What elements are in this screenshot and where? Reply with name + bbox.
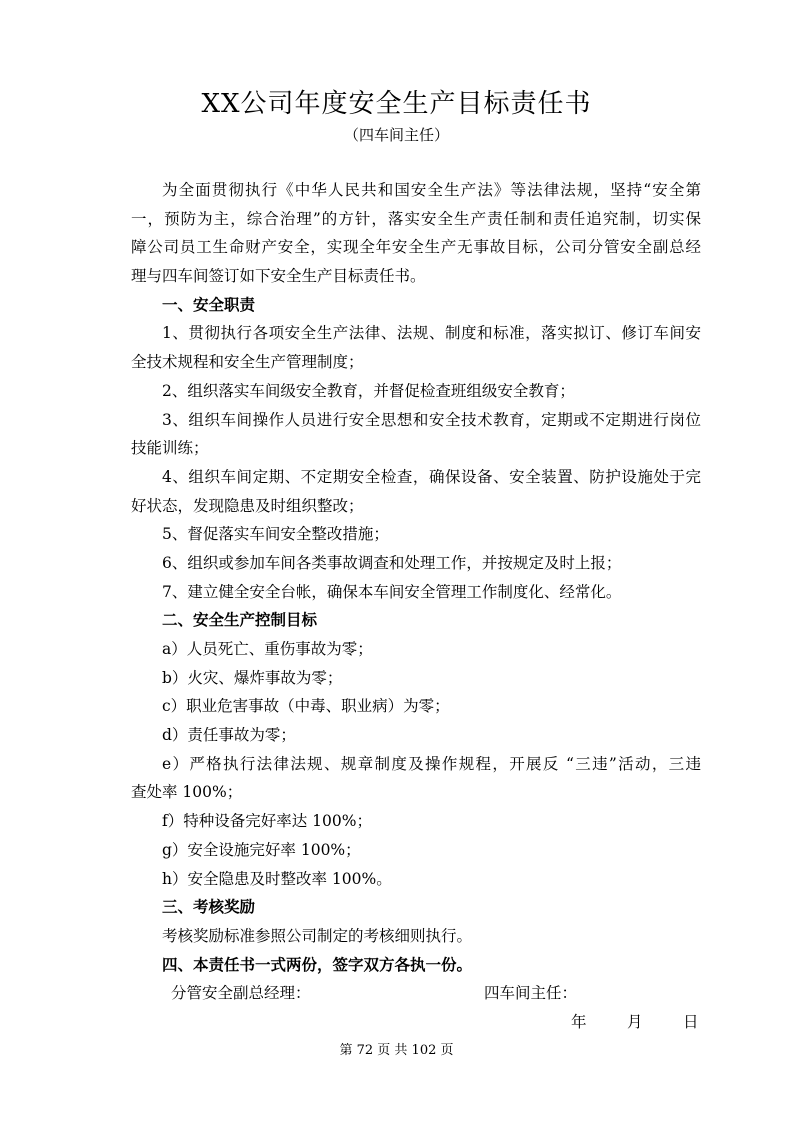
intro-line: 一，预防为主，综合治理”的方针，落实安全生产责任制和责任追究制，切实保 bbox=[131, 209, 701, 228]
target-line: g）安全设施完好率 100%； bbox=[162, 840, 361, 859]
target-line: b）火灾、爆炸事故为零； bbox=[162, 668, 343, 687]
duty-line: 5、督促落实车间安全整改措施； bbox=[162, 525, 389, 544]
target-line: f）特种设备完好率达 100%； bbox=[162, 812, 372, 831]
duty-line: 1、贯彻执行各项安全生产法律、法规、制度和标准，落实拟订、修订车间安 bbox=[162, 324, 701, 343]
document-title: XX公司年度安全生产目标责任书 bbox=[201, 89, 592, 119]
date-row bbox=[131, 1008, 701, 1037]
section1-heading: 一、安全职责 bbox=[162, 294, 256, 314]
date-day-label: 日 bbox=[683, 1012, 699, 1031]
signature-left-label: 分管安全副总经理： bbox=[171, 984, 311, 1003]
section3-text: 考核奖励标准参照公司制定的考核细则执行。 bbox=[162, 926, 473, 945]
section2-heading: 二、安全生产控制目标 bbox=[162, 610, 318, 630]
target-line: a）人员死亡、重伤事故为零； bbox=[162, 640, 373, 658]
duty-line: 技能训练； bbox=[131, 439, 209, 458]
duty-line: 7、建立健全安全台帐，确保本车间安全管理工作制度化、经常化。 bbox=[162, 582, 622, 601]
target-line: c）职业危害事故（中毒、职业病）为零； bbox=[162, 697, 450, 716]
duty-line: 3、组织车间操作人员进行安全思想和安全技术教育，定期或不定期进行岗位 bbox=[162, 410, 701, 429]
duty-line: 4、组织车间定期、不定期安全检查，确保设备、安全装置、防护设施处于完 bbox=[162, 467, 701, 486]
date-year-label: 年 bbox=[571, 1012, 587, 1031]
intro-line: 为全面贯彻执行《中华人民共和国安全生产法》等法律法规，坚持“安全第 bbox=[162, 181, 701, 199]
intro-line: 理与四车间签订如下安全生产目标责任书。 bbox=[131, 267, 426, 286]
date-month-label: 月 bbox=[627, 1012, 643, 1031]
document-body bbox=[131, 176, 701, 1037]
document-subtitle: （四车间主任） bbox=[343, 126, 449, 144]
duty-line: 2、组织落实车间级安全教育，并督促检查班组级安全教育； bbox=[162, 381, 575, 400]
signature-row bbox=[131, 979, 701, 1008]
page-footer: 第 72 页 共 102 页 bbox=[339, 1043, 454, 1058]
section3-heading: 三、考核奖励 bbox=[162, 897, 256, 917]
duty-line: 6、组织或参加车间各类事故调查和处理工作，并按规定及时上报； bbox=[162, 553, 622, 572]
duty-line: 全技术规程和安全生产管理制度； bbox=[131, 353, 364, 372]
target-line: 查处率 100%； bbox=[131, 783, 243, 802]
duty-line: 好状态，发现隐患及时组织整改； bbox=[131, 496, 364, 515]
section4-heading: 四、本责任书一式两份，签字双方各执一份。 bbox=[162, 954, 473, 974]
intro-line: 障公司员工生命财产安全，实现全年安全生产无事故目标，公司分管安全副总经 bbox=[131, 238, 701, 257]
target-line: h）安全隐患及时整改率 100%。 bbox=[162, 869, 392, 888]
target-line: e）严格执行法律法规、规章制度及操作规程，开展反 “三违”活动，三违 bbox=[162, 754, 701, 773]
target-line: d）责任事故为零； bbox=[162, 726, 296, 745]
signature-right-label: 四车间主任： bbox=[484, 984, 578, 1003]
